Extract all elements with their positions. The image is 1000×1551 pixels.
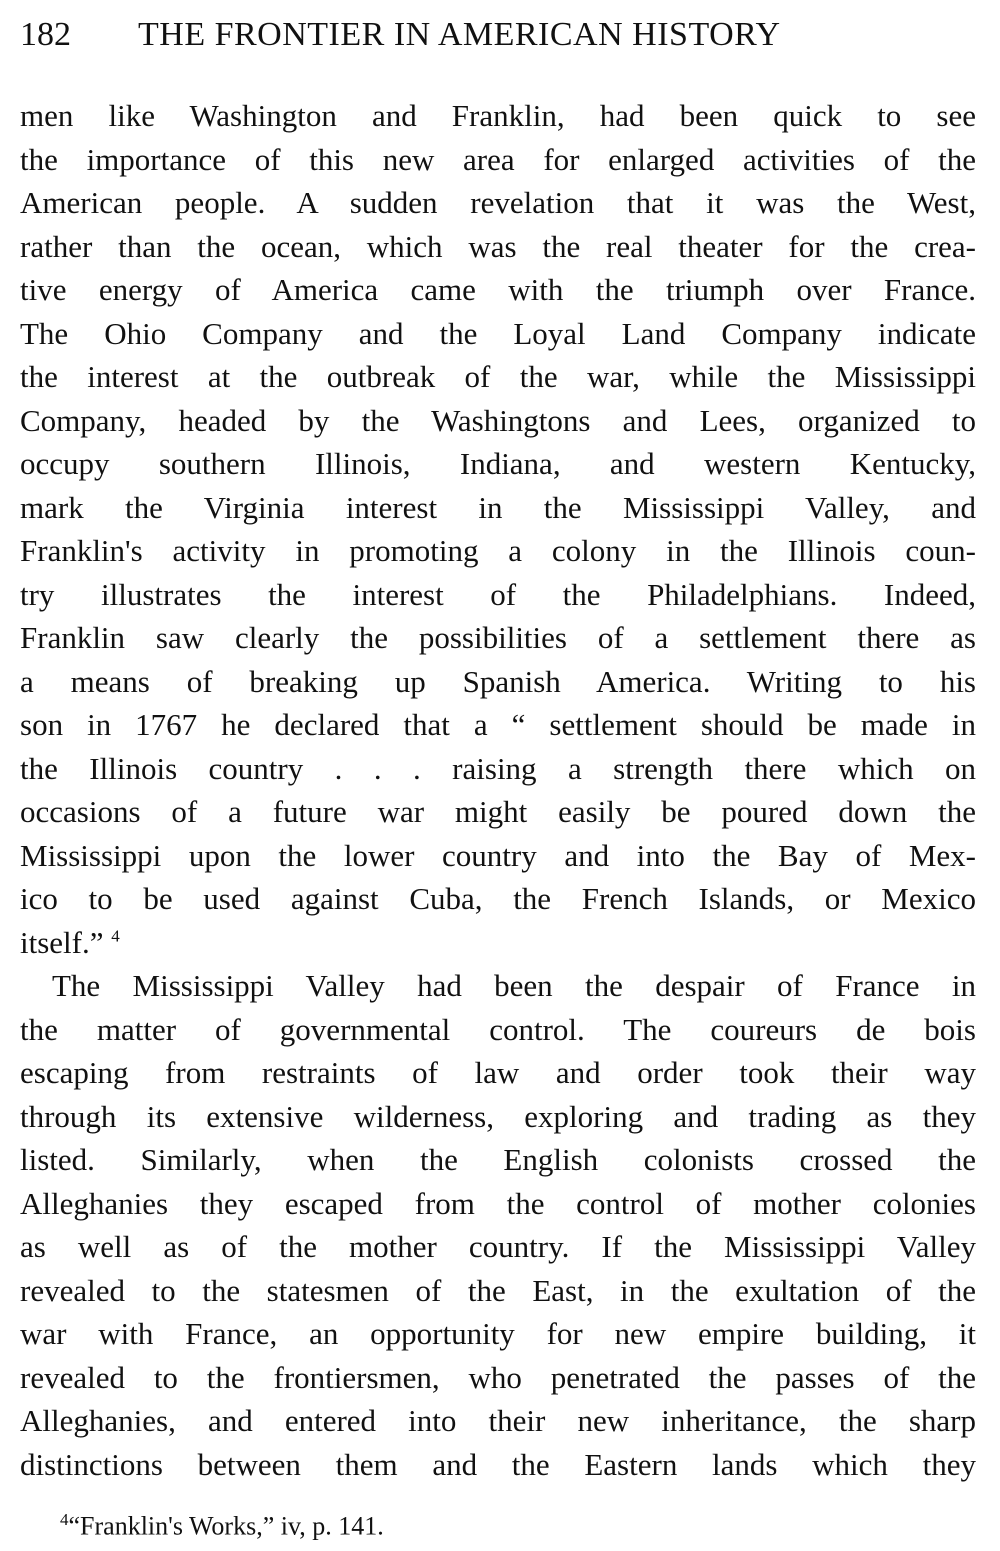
text-line: escaping from restraints of law and order took their way	[20, 1055, 976, 1090]
text-line: revealed to the frontiersmen, who penetrated the passes of the	[20, 1359, 976, 1395]
text-line: son in 1767 he declared that a “ settlement should be made in	[20, 707, 976, 742]
text-line: The Ohio Company and the Loyal Land Company indicate	[20, 315, 976, 351]
text-line: American people. A sudden revelation that it was the West,	[20, 185, 976, 220]
text-line: rather than the ocean, which was the real theater for the crea-	[20, 228, 976, 264]
text-line: distinctions between them and the Eastern lands which they	[20, 1446, 976, 1482]
text-line: listed. Similarly, when the English colonists crossed the	[20, 1142, 976, 1177]
text-line: the Illinois country . . . raising a strength there which on	[20, 750, 976, 786]
text-line: a means of breaking up Spanish America. Writing to his	[20, 663, 976, 699]
footnote	[60, 1502, 384, 1545]
text-line: the importance of this new area for enlarged activities of the	[20, 141, 976, 177]
text-line	[20, 921, 976, 965]
paragraph-2	[20, 964, 976, 1486]
text-line: try illustrates the interest of the Philadelphians. Indeed,	[20, 576, 976, 612]
text-line: occupy southern Illinois, Indiana, and western Kentucky,	[20, 446, 976, 481]
text-line: as well as of the mother country. If the Mississippi Valley	[20, 1229, 976, 1264]
text-line: through its extensive wilderness, exploring and trading as they	[20, 1098, 976, 1134]
text-line: Franklin saw clearly the possibilities of a settlement there as	[20, 620, 976, 655]
text-line: ico to be used against Cuba, the French Islands, or Mexico	[20, 881, 976, 916]
text-line: Alleghanies they escaped from the control of mother colonies	[20, 1185, 976, 1221]
text-line: occasions of a future war might easily be poured down the	[20, 794, 976, 829]
text-line: revealed to the statesmen of the East, in the exultation of the	[20, 1272, 976, 1308]
text-line: tive energy of America came with the triumph over France.	[20, 272, 976, 307]
text-line: the interest at the outbreak of the war, while the Mississippi	[20, 359, 976, 394]
page-number: 182	[20, 16, 71, 53]
footnote-reference: 4	[111, 926, 120, 946]
text-line: Franklin's activity in promoting a colony in the Illinois coun-	[20, 533, 976, 568]
text-line-content: itself.”	[20, 924, 104, 960]
page-header	[20, 10, 980, 60]
text-line: Mississippi upon the lower country and into the Bay of Mex-	[20, 837, 976, 873]
running-title: THE FRONTIER IN AMERICAN HISTORY	[138, 16, 781, 53]
text-line: men like Washington and Franklin, had been quick to see	[20, 98, 976, 133]
text-line: Company, headed by the Washingtons and Lees, organized to	[20, 402, 976, 438]
text-line: mark the Virginia interest in the Mississippi Valley, and	[20, 489, 976, 525]
text-line: war with France, an opportunity for new empire building, it	[20, 1316, 976, 1351]
footnote-text: “Franklin's Works,” iv, p. 141.	[68, 1511, 384, 1541]
footnote-marker: 4	[60, 1510, 69, 1529]
text-line: The Mississippi Valley had been the despair of France in	[52, 968, 976, 1003]
paragraph-1	[20, 94, 976, 964]
text-line: Alleghanies, and entered into their new inheritance, the sharp	[20, 1403, 976, 1438]
body-text	[20, 94, 976, 1486]
text-line: the matter of governmental control. The coureurs de bois	[20, 1011, 976, 1047]
